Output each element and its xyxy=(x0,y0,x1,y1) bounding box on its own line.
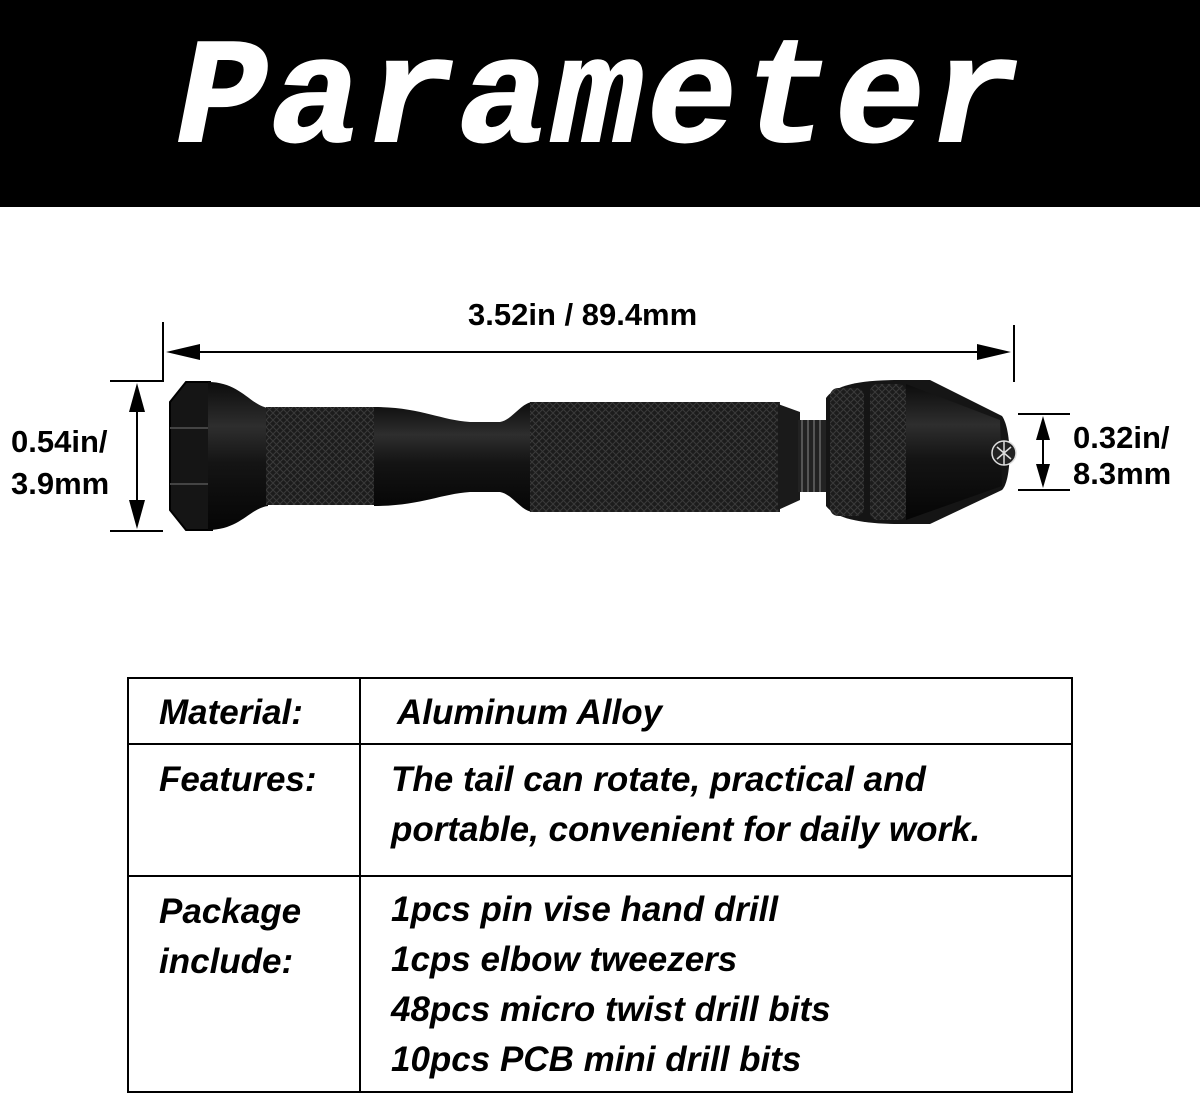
package-item: 1pcs pin vise hand drill xyxy=(391,890,779,929)
spec-value-line: Aluminum Alloy xyxy=(397,693,663,732)
spec-label-text: Features: xyxy=(159,760,317,799)
spec-label-text: Material: xyxy=(159,693,303,732)
tail-diameter-dimension xyxy=(110,381,163,531)
spec-value xyxy=(360,678,1072,744)
spec-value xyxy=(360,876,1072,1092)
spec-row-package xyxy=(128,876,1072,1092)
spec-value-line: portable, convenient for daily work. xyxy=(391,810,981,849)
spec-table xyxy=(127,677,1073,1093)
chuck-diameter-label-mm: 8.3mm xyxy=(1073,456,1172,491)
tail-diameter-label-inch: 0.54in/ xyxy=(11,424,108,459)
spec-label-text: include: xyxy=(159,942,294,981)
spec-value xyxy=(360,744,1072,876)
package-item: 48pcs micro twist drill bits xyxy=(391,990,831,1029)
banner-title: Parameter xyxy=(176,17,1024,187)
spec-value-line: The tail can rotate, practical and xyxy=(391,760,926,799)
drill-body xyxy=(170,380,1016,530)
hand-drill-illustration xyxy=(0,300,1200,550)
spec-label xyxy=(128,876,360,1092)
package-item: 10pcs PCB mini drill bits xyxy=(391,1040,802,1079)
spec-row-features xyxy=(128,744,1072,876)
chuck-diameter-dimension xyxy=(1018,414,1070,490)
package-item: 1cps elbow tweezers xyxy=(391,940,738,979)
chuck-diameter-label-inch: 0.32in/ xyxy=(1073,420,1170,455)
spec-row-material xyxy=(128,678,1072,744)
tail-diameter-label-mm: 3.9mm xyxy=(11,466,110,501)
spec-label xyxy=(128,678,360,744)
spec-label xyxy=(128,744,360,876)
spec-label-text: Package xyxy=(159,892,302,931)
header-banner xyxy=(0,0,1200,207)
length-label: 3.52in / 89.4mm xyxy=(468,297,698,332)
